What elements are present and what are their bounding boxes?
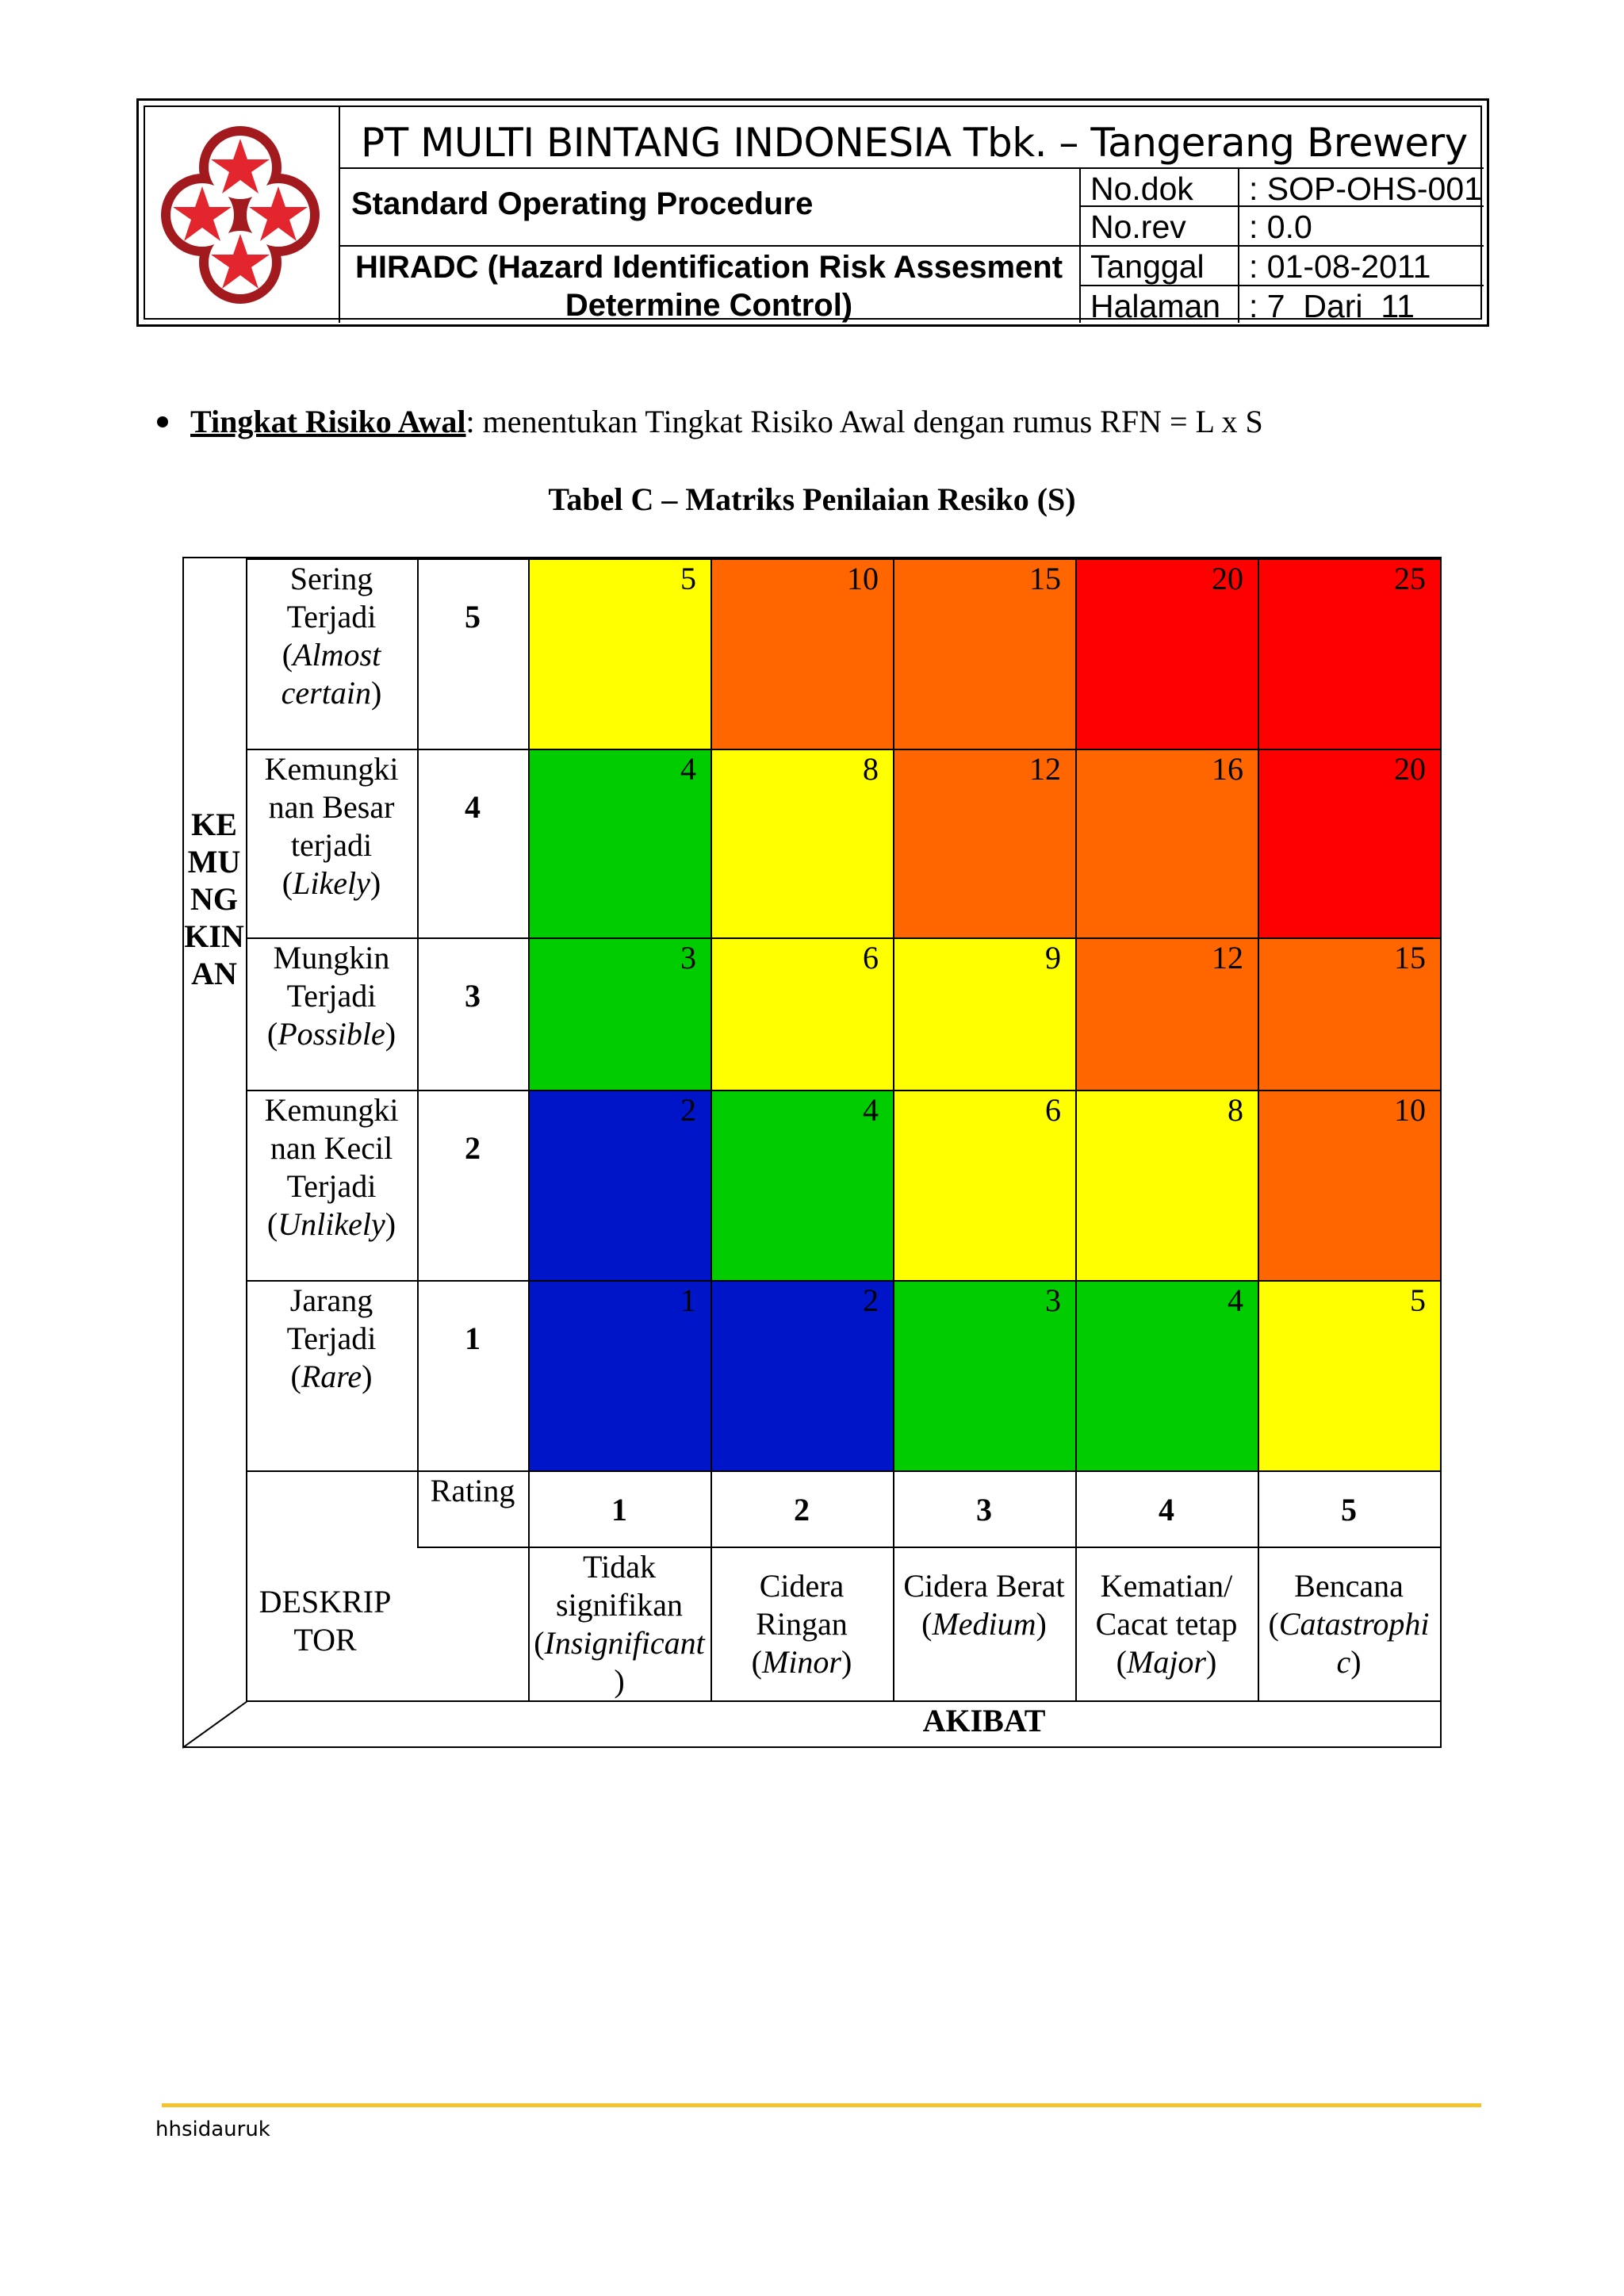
meta-value-docno: : SOP-OHS-001: [1249, 171, 1482, 207]
likelihood-label-en: Likely: [293, 865, 370, 901]
risk-cell: [1258, 937, 1440, 1090]
risk-cell: [1258, 558, 1440, 749]
value-column-border: [710, 557, 712, 1702]
risk-value: 15: [1029, 561, 1061, 596]
risk-value: 10: [847, 561, 879, 596]
meta-value-date: : 01-08-2011: [1249, 248, 1431, 285]
likelihood-label-en: Unlikely: [278, 1206, 385, 1242]
likelihood-label-text: Mungkin Terjadi: [273, 940, 390, 1014]
consequence-label-en: Minor: [762, 1644, 841, 1680]
risk-value: 2: [863, 1282, 879, 1318]
rating-row-border: [417, 1547, 1440, 1548]
risk-cell: [528, 1090, 710, 1280]
likelihood-label-en: Rare: [301, 1359, 362, 1394]
outer-left-border: [182, 557, 184, 1748]
meta-value-page: : 7 Dari 11: [1249, 288, 1415, 324]
bullet-icon: [157, 416, 168, 427]
likelihood-label-en: Almost certain: [281, 637, 381, 711]
risk-value: 9: [1045, 940, 1061, 976]
value-column-border: [1075, 557, 1077, 1702]
rating-label: Rating: [430, 1473, 515, 1508]
consequence-label-en: Catastrophic: [1278, 1606, 1430, 1680]
risk-value: 6: [863, 940, 879, 976]
consequence-label: Kematian/ Cacat tetap (Major): [1095, 1568, 1238, 1680]
risk-cell: [1258, 749, 1440, 937]
risk-value: 3: [1045, 1282, 1061, 1318]
consequence-label: Cidera Ringan (Minor): [751, 1568, 852, 1680]
row-border: [246, 558, 1440, 560]
consequence-label: Tidak signifikan (Insignificant): [534, 1549, 705, 1699]
risk-cell: [710, 1280, 893, 1470]
row-border: [246, 937, 1440, 939]
document-header: [136, 98, 1489, 327]
consequence-label-text: Tidak signifikan: [556, 1549, 683, 1623]
risk-value: 10: [1394, 1092, 1426, 1128]
value-column-border: [528, 557, 530, 1702]
risk-cell: [1258, 1280, 1440, 1470]
value-column-border: [1258, 557, 1259, 1702]
risk-cell: [1075, 749, 1258, 937]
likelihood-rating: 3: [465, 978, 481, 1014]
likelihood-label-text: Sering Terjadi: [286, 561, 377, 634]
footer-author: hhsidauruk: [155, 2118, 270, 2141]
risk-cell: [1075, 1090, 1258, 1280]
risk-value: 6: [1045, 1092, 1061, 1128]
likelihood-rating: 5: [465, 599, 481, 634]
risk-value: 20: [1394, 751, 1426, 787]
risk-value: 8: [863, 751, 879, 787]
risk-cell: [893, 558, 1075, 749]
risk-cell: [893, 1090, 1075, 1280]
intro-text: : menentukan Tingkat Risiko Awal dengan rumus RFN = L x S: [465, 404, 1263, 439]
meta-key-rev: No.rev: [1090, 209, 1186, 245]
risk-cell: [893, 937, 1075, 1090]
likelihood-label: Mungkin Terjadi (Possible): [266, 940, 396, 1052]
value-column-border: [1440, 557, 1442, 1702]
likelihood-rating: 4: [465, 789, 481, 825]
likelihood-label-text: Jarang Terjadi: [286, 1282, 377, 1356]
consequence-label-text: Cidera Berat: [903, 1568, 1065, 1604]
consequence-label: Bencana (Catastrophic): [1268, 1568, 1430, 1680]
risk-value: 4: [680, 751, 696, 787]
risk-value: 16: [1212, 751, 1243, 787]
likelihood-axis-label: KEMUNGKINAN: [184, 807, 244, 991]
consequence-rating: 5: [1341, 1492, 1357, 1527]
meta-key-docno: No.dok: [1090, 171, 1193, 207]
consequence-rating: 2: [794, 1492, 810, 1527]
value-column-border: [893, 557, 894, 1702]
risk-cell: [1075, 937, 1258, 1090]
risk-value: 8: [1228, 1092, 1243, 1128]
document-title: HIRADC (Hazard Identification Risk Assesment Determine Control): [354, 250, 1063, 323]
consequence-label-text: Cidera Ringan: [756, 1568, 848, 1642]
table-title: Tabel C – Matriks Penilaian Resiko (S): [548, 481, 1076, 517]
descriptor-row-border: [246, 1700, 1440, 1702]
risk-value: 1: [680, 1282, 696, 1318]
consequence-axis-label: AKIBAT: [922, 1703, 1046, 1738]
risk-value: 4: [1228, 1282, 1243, 1318]
risk-cell: [528, 1280, 710, 1470]
risk-cell: [893, 1280, 1075, 1470]
risk-value: 25: [1394, 561, 1426, 596]
consequence-label-en: Insignificant: [544, 1625, 705, 1661]
risk-cell: [710, 937, 893, 1090]
label-column-border: [246, 557, 247, 1702]
risk-cell: [1258, 1090, 1440, 1280]
company-name: PT MULTI BINTANG INDONESIA Tbk. – Tangerang Brewery: [361, 120, 1468, 166]
rating-column-border: [417, 557, 419, 1547]
risk-cell: [710, 749, 893, 937]
risk-value: 5: [1410, 1282, 1426, 1318]
risk-cell: [528, 937, 710, 1090]
outer-bottom-border: [182, 1746, 1442, 1748]
footer-divider: [162, 2103, 1481, 2107]
meta-key-page: Halaman: [1090, 288, 1221, 324]
consequence-rating: 3: [976, 1492, 992, 1527]
likelihood-label: Kemungki nan Kecil Terjadi (Unlikely): [264, 1092, 399, 1242]
risk-cell: [893, 749, 1075, 937]
risk-value: 15: [1394, 940, 1426, 976]
risk-cell: [1075, 558, 1258, 749]
likelihood-label-text: Kemungki nan Kecil Terjadi: [264, 1092, 399, 1204]
risk-value: 5: [680, 561, 696, 596]
document-type: Standard Operating Procedure: [351, 186, 814, 221]
consequence-label: Cidera Berat (Medium): [903, 1568, 1065, 1642]
risk-cell: [710, 558, 893, 749]
likelihood-label: Jarang Terjadi (Rare): [286, 1282, 377, 1394]
consequence-rating: 1: [611, 1492, 627, 1527]
likelihood-label: Sering Terjadi (Almost certain): [281, 561, 382, 711]
risk-cell: [710, 1090, 893, 1280]
company-logo-icon: [161, 123, 320, 307]
intro-term: Tingkat Risiko Awal: [190, 404, 466, 439]
meta-key-date: Tanggal: [1090, 248, 1205, 285]
risk-value: 4: [863, 1092, 879, 1128]
row-border: [246, 1090, 1440, 1091]
risk-value: 3: [680, 940, 696, 976]
consequence-label-text: Kematian/ Cacat tetap: [1095, 1568, 1238, 1642]
intro-bullet: [157, 403, 1263, 440]
risk-value: 12: [1212, 940, 1243, 976]
likelihood-label-text: Kemungki nan Besar terjadi: [264, 751, 399, 863]
risk-cell: [1075, 1280, 1258, 1470]
risk-cell: [528, 558, 710, 749]
row-border: [246, 749, 1440, 750]
consequence-label-en: Medium: [932, 1606, 1036, 1642]
risk-value: 12: [1029, 751, 1061, 787]
risk-cell: [528, 749, 710, 937]
likelihood-label-en: Possible: [278, 1016, 385, 1052]
risk-value: 20: [1212, 561, 1243, 596]
risk-value: 2: [680, 1092, 696, 1128]
likelihood-rating: 1: [465, 1320, 481, 1356]
meta-value-rev: : 0.0: [1249, 209, 1312, 245]
row-border: [246, 1280, 1440, 1282]
likelihood-rating: 2: [465, 1130, 481, 1166]
consequence-label-text: Bencana: [1294, 1568, 1404, 1604]
header-frame: [144, 105, 1482, 324]
descriptor-label: DESKRIPTOR: [259, 1584, 392, 1658]
corner-diagonal: [182, 1700, 249, 1750]
likelihood-label: Kemungki nan Besar terjadi (Likely): [264, 751, 399, 901]
consequence-label-en: Major: [1127, 1644, 1206, 1680]
row-border: [246, 1470, 1440, 1472]
consequence-rating: 4: [1159, 1492, 1174, 1527]
